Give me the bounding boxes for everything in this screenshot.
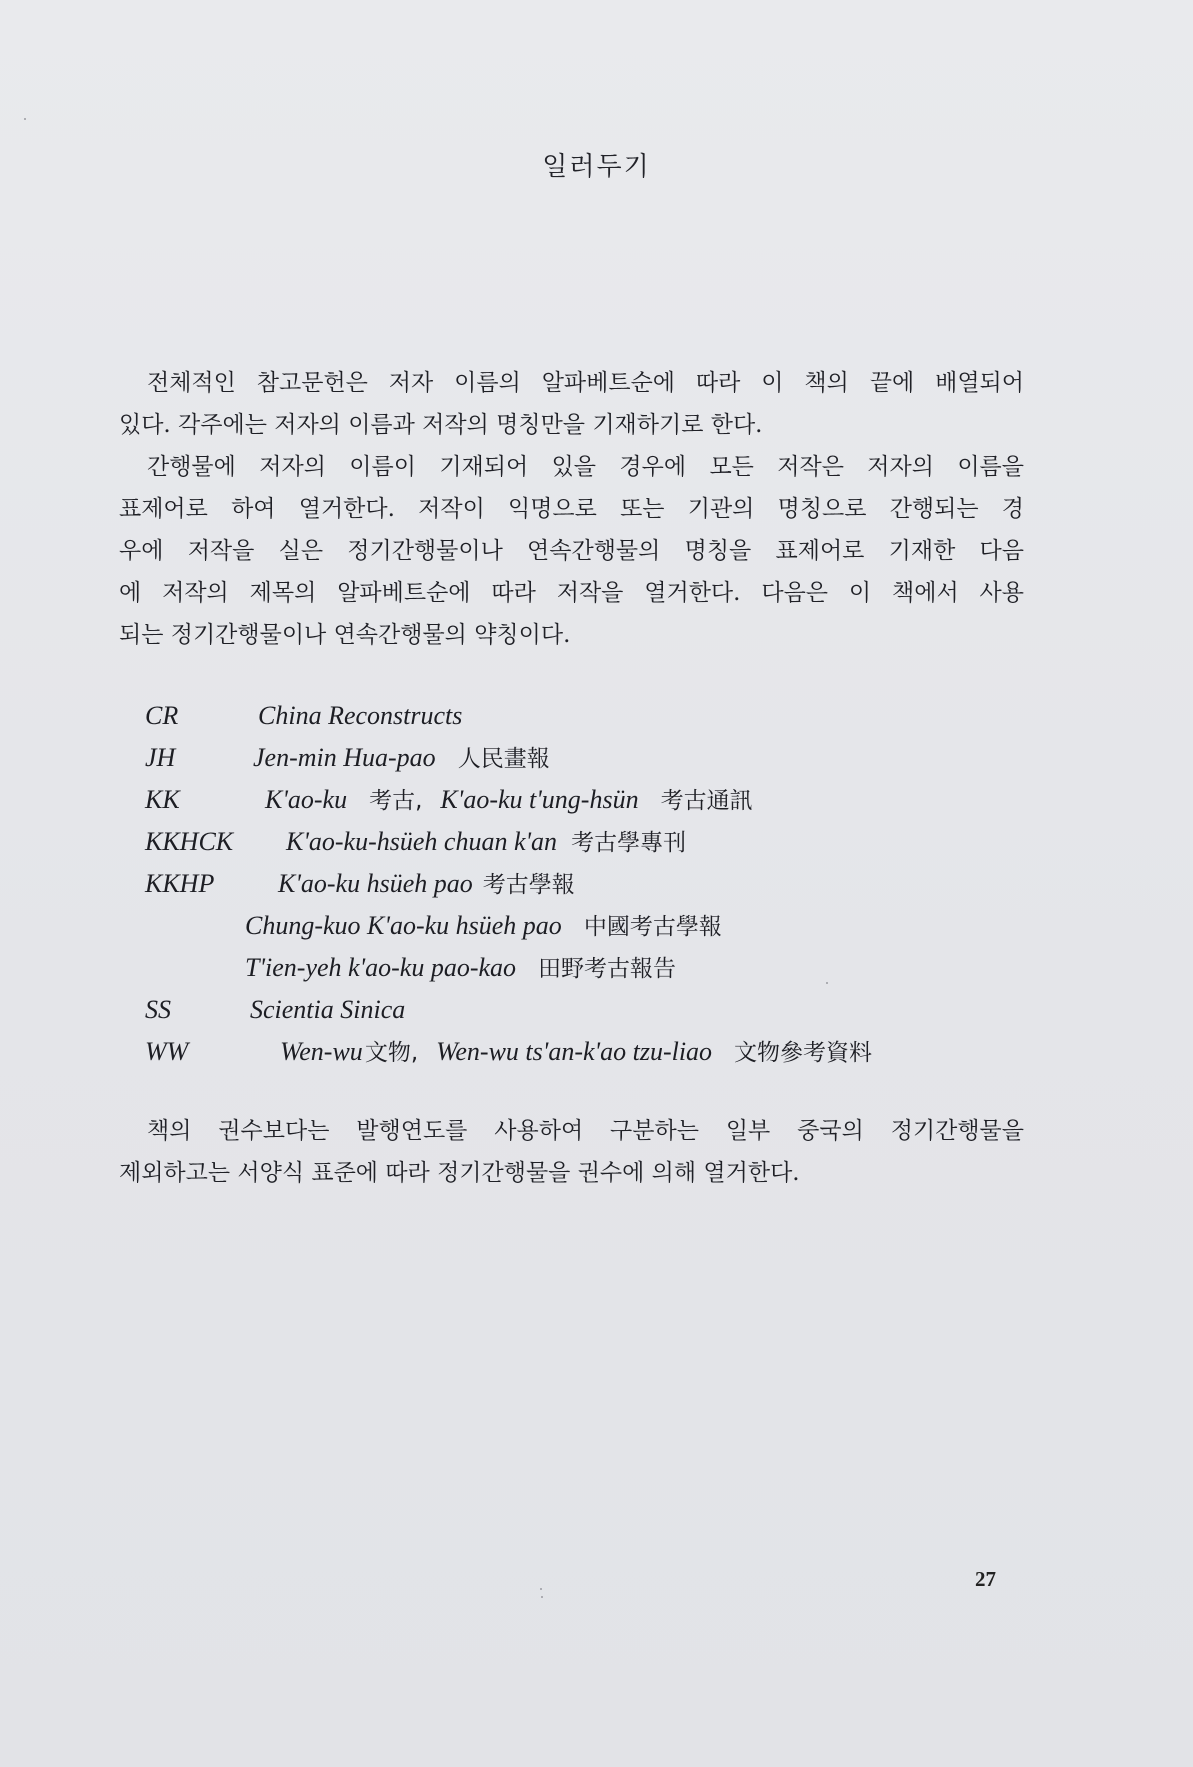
abbreviation-romanized: China Reconstructs (258, 701, 463, 730)
abbreviation-list (145, 695, 1025, 1073)
paper-speck (541, 1596, 543, 1598)
abbreviation-chinese: 人民畫報 (457, 746, 550, 772)
body-line: 에 저작의 제목의 알파베트순에 따라 저작을 열거한다. 다음은 이 책에서 사용 (119, 580, 1024, 606)
abbreviation-romanized-alt: Wen-wu ts'an-k'ao tzu-liao (436, 1037, 713, 1066)
abbreviation-title (280, 1031, 872, 1074)
abbreviation-romanized: Scientia Sinica (250, 995, 406, 1024)
abbreviation-row (145, 989, 1025, 1031)
closing-line: 제외하고는 서양식 표준에 따라 정기간행물을 권수에 의해 열거한다. (119, 1160, 800, 1186)
page-number: 27 (975, 1567, 996, 1591)
page-title: 일러두기 (542, 152, 651, 182)
abbreviation-title (278, 863, 575, 906)
abbreviation-code: KKHCK (145, 827, 234, 856)
abbreviation-chinese: 考古學專刊 (571, 830, 687, 856)
abbreviation-title (286, 821, 686, 864)
abbreviation-row (145, 821, 1025, 863)
abbreviation-chinese: 考古學報 (482, 872, 575, 898)
abbreviation-row (145, 695, 1025, 737)
abbreviation-title (250, 989, 405, 1031)
abbreviation-title (253, 737, 550, 780)
abbreviation-code: KK (145, 785, 180, 814)
body-line: 간행물에 저자의 이름이 기재되어 있을 경우에 모든 저작은 저자의 이름을 (147, 454, 1024, 480)
abbreviation-romanized: K'ao-ku-hsüeh chuan k'an (286, 827, 558, 856)
abbreviation-romanized: Jen-min Hua-pao (253, 743, 436, 772)
abbreviation-chinese-alt: 考古通訊 (660, 788, 753, 814)
abbreviation-title (245, 905, 722, 948)
abbreviation-row (145, 737, 1025, 779)
abbreviation-chinese: 田野考古報告 (538, 956, 677, 982)
intro-line: 전체적인 참고문헌은 저자 이름의 알파베트순에 따라 이 책의 끝에 배열되어 (147, 370, 1024, 396)
abbreviation-chinese-alt: 文物參考資料 (734, 1040, 873, 1066)
abbreviation-title (258, 695, 462, 737)
abbreviation-row (145, 1031, 1025, 1073)
abbreviation-chinese: 中國考古學報 (583, 914, 722, 940)
abbreviation-row (145, 905, 1025, 947)
closing-paragraph (119, 1110, 1024, 1194)
abbreviation-romanized: Chung-kuo K'ao-ku hsüeh pao (245, 911, 562, 940)
abbreviation-romanized: T'ien-yeh k'ao-ku pao-kao (245, 953, 517, 982)
paper-speck (826, 982, 828, 984)
abbreviation-chinese: 文物, (364, 1040, 419, 1066)
abbreviation-title (265, 779, 753, 822)
abbreviation-code: JH (145, 743, 176, 772)
paper-speck (540, 1588, 542, 1590)
abbreviation-code: WW (145, 1037, 189, 1066)
body-line: 되는 정기간행물이나 연속간행물의 약칭이다. (119, 622, 571, 648)
abbreviation-code: KKHP (145, 869, 215, 898)
paper-speck (24, 118, 26, 120)
intro-paragraph (119, 362, 1024, 446)
abbreviation-romanized: K'ao-ku (265, 785, 348, 814)
abbreviation-chinese: 考古, (369, 788, 423, 814)
abbreviation-code: SS (145, 995, 171, 1024)
abbreviation-title (245, 947, 676, 990)
body-line: 우에 저작을 실은 정기간행물이나 연속간행물의 명칭을 표제어로 기재한 다음 (119, 538, 1024, 564)
abbreviation-romanized: K'ao-ku hsüeh pao (278, 869, 473, 898)
body-paragraph (119, 446, 1024, 656)
intro-line: 있다. 각주에는 저자의 이름과 저작의 명칭만을 기재하기로 한다. (119, 412, 763, 438)
abbreviation-row (145, 779, 1025, 821)
closing-line: 책의 권수보다는 발행연도를 사용하여 구분하는 일부 중국의 정기간행물을 (147, 1118, 1024, 1144)
abbreviation-romanized-alt: K'ao-ku t'ung-hsün (440, 785, 639, 814)
abbreviation-code: CR (145, 701, 179, 730)
abbreviation-row (145, 863, 1025, 905)
body-line: 표제어로 하여 열거한다. 저작이 익명으로 또는 기관의 명칭으로 간행되는 경 (119, 496, 1024, 522)
abbreviation-romanized: Wen-wu (280, 1037, 363, 1066)
abbreviation-row (145, 947, 1025, 989)
